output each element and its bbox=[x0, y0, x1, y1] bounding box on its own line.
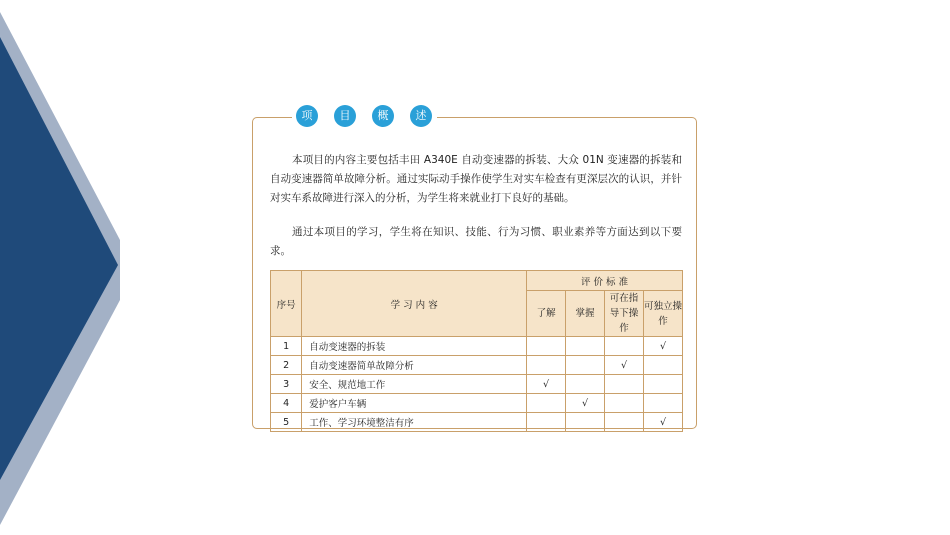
table-row bbox=[271, 394, 683, 413]
level-cell: √ bbox=[644, 337, 683, 356]
row-number: 3 bbox=[271, 375, 302, 394]
title-char: 目 bbox=[334, 105, 356, 127]
row-content: 自动变速器简单故障分析 bbox=[302, 356, 527, 375]
row-content: 自动变速器的拆装 bbox=[302, 337, 527, 356]
level-cell bbox=[566, 375, 605, 394]
row-content: 工作、学习环境整洁有序 bbox=[302, 413, 527, 432]
level-cell bbox=[527, 413, 566, 432]
row-content: 安全、规范地工作 bbox=[302, 375, 527, 394]
row-number: 2 bbox=[271, 356, 302, 375]
header-no: 序号 bbox=[271, 271, 302, 337]
level-cell bbox=[644, 375, 683, 394]
table-row bbox=[271, 337, 683, 356]
header-level-4: 可独立操作 bbox=[644, 291, 683, 337]
level-cell bbox=[644, 356, 683, 375]
level-cell bbox=[566, 337, 605, 356]
evaluation-table bbox=[270, 270, 683, 432]
level-cell: √ bbox=[527, 375, 566, 394]
header-content: 学 习 内 容 bbox=[302, 271, 527, 337]
level-cell: √ bbox=[566, 394, 605, 413]
level-cell bbox=[605, 375, 644, 394]
title-char: 概 bbox=[372, 105, 394, 127]
header-level-1: 了解 bbox=[527, 291, 566, 337]
table-row bbox=[271, 413, 683, 432]
level-cell bbox=[527, 337, 566, 356]
row-number: 4 bbox=[271, 394, 302, 413]
level-cell bbox=[527, 356, 566, 375]
intro-paragraph: 本项目的内容主要包括丰田 A340E 自动变速器的拆装、大众 01N 变速器的拆装和自动变速器简单故障分析。通过实际动手操作使学生对实车检查有更深层次的认识，并针对实车系故障进行深入的分析，为学生将来就业打下良好的基础。 bbox=[270, 154, 682, 204]
requirements-paragraph: 通过本项目的学习，学生将在知识、技能、行为习惯、职业素养等方面达到以下要求。 bbox=[270, 226, 682, 257]
level-cell bbox=[644, 394, 683, 413]
level-cell: √ bbox=[605, 356, 644, 375]
header-level-3: 可在指导下操作 bbox=[605, 291, 644, 337]
section-title bbox=[292, 105, 437, 131]
level-cell bbox=[527, 394, 566, 413]
level-cell: √ bbox=[644, 413, 683, 432]
table-row bbox=[271, 375, 683, 394]
level-cell bbox=[566, 356, 605, 375]
level-cell bbox=[605, 394, 644, 413]
row-content: 爱护客户车辆 bbox=[302, 394, 527, 413]
row-number: 5 bbox=[271, 413, 302, 432]
level-cell bbox=[605, 413, 644, 432]
level-cell bbox=[566, 413, 605, 432]
header-eval: 评 价 标 准 bbox=[527, 271, 683, 291]
row-number: 1 bbox=[271, 337, 302, 356]
title-char: 述 bbox=[410, 105, 432, 127]
header-level-2: 掌握 bbox=[566, 291, 605, 337]
level-cell bbox=[605, 337, 644, 356]
table-row bbox=[271, 356, 683, 375]
title-char: 项 bbox=[296, 105, 318, 127]
